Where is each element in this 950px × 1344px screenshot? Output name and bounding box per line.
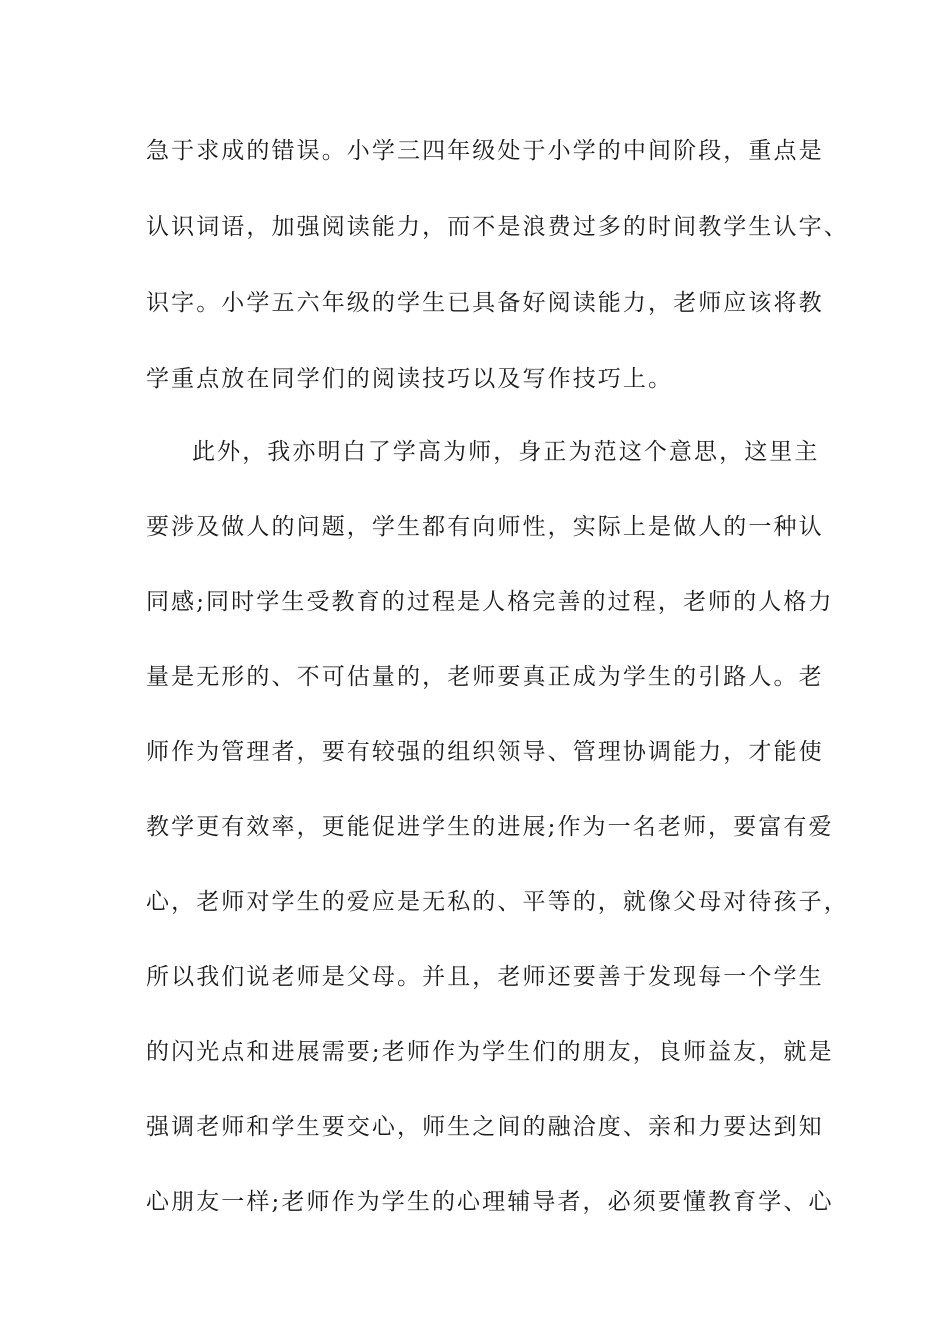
text-line: 的闪光点和进展需要;老师作为学生们的朋友，良师益友，就是 [146, 1039, 834, 1065]
text-line: 学重点放在同学们的阅读技巧以及写作技巧上。 [146, 366, 674, 392]
text-line: 要涉及做人的问题，学生都有向师性，实际上是做人的一种认 [146, 514, 824, 540]
text-line: 师作为管理者，要有较强的组织领导、管理协调能力，才能使 [146, 739, 824, 765]
text-line: 识字。小学五六年级的学生已具备好阅读能力，老师应该将教 [146, 290, 824, 316]
text-line: 认识词语，加强阅读能力，而不是浪费过多的时间教学生认字、 [146, 214, 849, 240]
paragraph-first-line: 此外，我亦明白了学高为师，身正为范这个意思，这里主 [192, 439, 820, 465]
text-line: 所以我们说老师是父母。并且，老师还要善于发现每一个学生 [146, 964, 824, 990]
text-line: 量是无形的、不可估量的，老师要真正成为学生的引路人。老 [146, 664, 824, 690]
text-line: 教学更有效率，更能促进学生的进展;作为一名老师，要富有爱 [146, 814, 834, 840]
text-line: 心，老师对学生的爱应是无私的、平等的，就像父母对待孩子， [146, 889, 849, 915]
text-line: 强调老师和学生要交心，师生之间的融洽度、亲和力要达到知 [146, 1114, 824, 1140]
text-line: 心朋友一样;老师作为学生的心理辅导者，必须要懂教育学、心 [146, 1189, 834, 1215]
text-line: 同感;同时学生受教育的过程是人格完善的过程，老师的人格力 [146, 589, 834, 615]
text-line: 急于求成的错误。小学三四年级处于小学的中间阶段，重点是 [146, 138, 824, 164]
